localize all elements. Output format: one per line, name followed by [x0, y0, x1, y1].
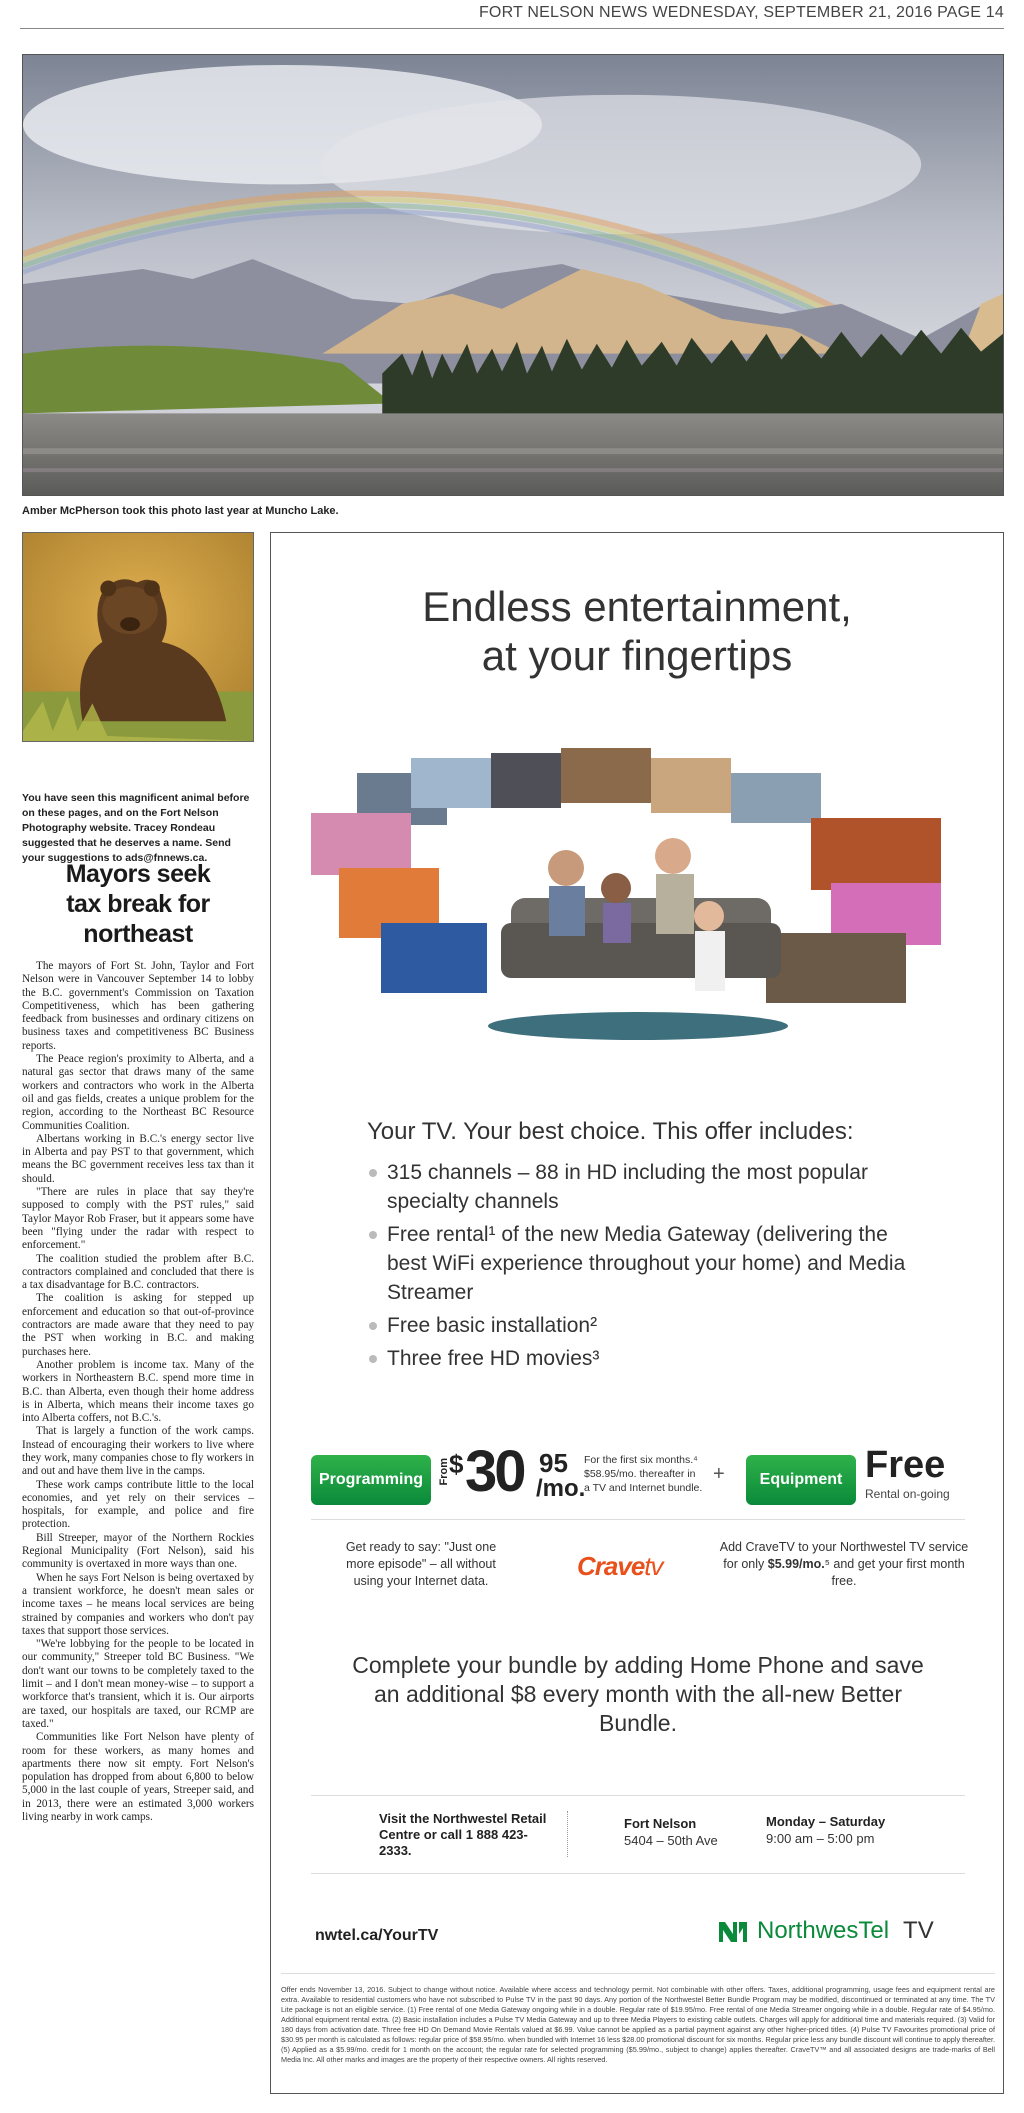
bear-photo: [22, 532, 254, 742]
article-body: [22, 960, 254, 1824]
divider: [311, 1519, 965, 1520]
article-paragraph: The mayors of Fort St. John, Taylor and Fort Nelson were in Vancouver September 14 to lobby the B.C. government's Commission on Taxation Competitiveness, which has been gathering feedback from businesses and ordinary citizens on business taxes and competitiveness BC Business reports.: [22, 960, 254, 1052]
headline-line: northeast: [83, 920, 193, 948]
bear-caption: You have seen this magnificent animal before on these pages, and on the Fort Nelson Photography website. Tracey Rondeau suggested that he deserves a name. Send your suggestions to ads@fnnews.ca.: [22, 792, 250, 864]
offer-list: [367, 1158, 927, 1377]
offer-item: Three free HD movies³: [367, 1344, 927, 1373]
article-paragraph: "We're lobbying for the people to be located in our community," Streeper told BC Business. "We don't want our towns to be completely taxed to the limit – and I don't mean money-wise – to support a workforce that's transient, which it is. Our airports are taxed, our hospitals are taxed, our RCMP are taxed.": [22, 1638, 254, 1730]
article-paragraph: These work camps contribute little to the local economies, and yet rely on their services – hospitals, for example, and police and fire protection.: [22, 1478, 254, 1531]
brand-tv: TV: [903, 1917, 934, 1944]
cravetv-logo-main: Crave: [577, 1551, 645, 1581]
headline-line: tax break for: [66, 890, 210, 918]
ad-title-line: Endless entertainment,: [422, 583, 852, 630]
programming-badge: Programming: [311, 1455, 431, 1505]
price-note: For the first six months.⁴ $58.95/mo. thereafter in a TV and Internet bundle.: [584, 1454, 703, 1494]
dotted-separator: [567, 1811, 568, 1857]
price-from: From: [438, 1458, 450, 1486]
price-cents: 95: [539, 1448, 568, 1478]
article-paragraph: "There are rules in place that say they're supposed to comply with the PST rules," said Taylor Mayor Rob Fraser, but it appears some have been "flying under the radar with respect to enforcement.": [22, 1186, 254, 1252]
store-hours-days: Monday – Saturday: [766, 1814, 886, 1829]
northwestel-mark-icon: [717, 1918, 749, 1944]
ad-url: nwtel.ca/YourTV: [315, 1927, 439, 1944]
article-paragraph: That is largely a function of the work camps. Instead of encouraging their workers to live where they work, many companies chose to fly workers in and out and have them live in the camps.: [22, 1425, 254, 1478]
cravetv-left-text: Get ready to say: "Just one more episode" – all without using your Internet data.: [345, 1540, 497, 1588]
fine-print: Offer ends November 13, 2016. Subject to change without notice. Available where access and technology permit. Not combinable with other offers. Taxes, additional programming, usage fees and equipment rental are extra. Available to residential customers who have not subscribed to Pulse TV in the past 90 days. Any portion of the Northwestel Better Bundle Program may be modified, discontinued or terminated at any time. The TV Lite package is not an eligible service. (1) Free rental of one Media Gateway ongoing while in a double. Regular rate of $19.95/mo. Free rental of one Media Streamer ongoing while in a double. Regular rate of $4.95/mo. Additional equipment rental extra. (2) Basic installation includes a Pulse TV Media Gateway and up to three Media Players to existing cable outlets. Charges will apply for additional time and materials required. (3) Valid for 180 days from activation date. Three free HD On Demand Movie Rentals valued at $6.99. Value cannot be applied as a partial payment against any other higher-priced titles. (4) Pulse TV Favourites promotional price of $30.95 per month is calculated as follows: regular price of $58.95/mo. when bundled with Internet 16 less $28.00 promotional discount for six months. Regular price less any bundle discount will continue to apply thereafter. (5) Applied as a $5.99/mo. credit for 1 month on the account; the regular rate for selected programming ($5.99/mo., subject to change) applies thereafter. CraveTV™ and all associated designs are trade-marks of Bell Media Inc. All other marks and images are the property of their respective owners. All rights reserved.: [281, 1985, 995, 2064]
cravetv-right-text: [719, 1539, 969, 1590]
divider: [281, 1973, 995, 1974]
offer-item: Free basic installation²: [367, 1311, 927, 1340]
article-paragraph: The Peace region's proximity to Alberta, and a natural gas sector that draws many of the same workers and contractors who work in the Alberta oil and gas fields, creates a unique problem for the region, according to the Northeast BC Resource Communities Coalition.: [22, 1053, 254, 1132]
visit-retail-text: Visit the Northwestel Retail Centre or call 1 888 423-2333.: [379, 1811, 547, 1858]
divider: [311, 1795, 965, 1796]
plus-sign: +: [713, 1463, 725, 1485]
price-whole: 30: [465, 1439, 524, 1504]
cravetv-right-pre: Add CraveTV to your Northwestel TV service for only: [719, 1540, 969, 1571]
photo-caption: Amber McPherson took this photo last year at Muncho Lake.: [22, 505, 339, 517]
article-paragraph: The coalition studied the problem after B.C. contractors complained and concluded that there is a tax disadvantage for B.C. contractors.: [22, 1252, 254, 1292]
offer-item: 315 channels – 88 in HD including the most popular specialty channels: [367, 1158, 927, 1216]
free-label: Free: [865, 1444, 946, 1486]
store-location-name: Fort Nelson: [624, 1816, 697, 1831]
headline-line: Mayors seek: [65, 860, 211, 888]
price-per-month: /mo.: [536, 1475, 586, 1502]
cravetv-price: $5.99/mo.: [767, 1557, 825, 1571]
article-paragraph: Communities like Fort Nelson have plenty of room for these workers, as many homes and apartments there now sit empty. Fort Nelson's population has dropped from about 6,800 to below 5,000 in the last couple of years, Streeper said, and in 2013, there were an estimated 3,000 workers living nearby in work camps.: [22, 1731, 254, 1823]
rainbow-landscape-photo: [22, 54, 1004, 496]
ad-title-line: at your fingertips: [481, 632, 793, 679]
article-paragraph: When he says Fort Nelson is being overtaxed by a transient workforce, he doesn't mean sales or income taxes – he means local services are being strained by companies and workers who don't pay taxes that support those services.: [22, 1571, 254, 1637]
cravetv-right-post: ⁵ and get your first month free.: [824, 1557, 965, 1588]
cravetv-logo-tv: tv: [644, 1551, 663, 1581]
northwestel-logo: [717, 1917, 934, 1945]
store-address: 5404 – 50th Ave: [624, 1833, 718, 1848]
northwestel-advertisement: [270, 532, 1004, 2094]
price-dollar-sign: $: [449, 1449, 464, 1479]
article-headline: [22, 859, 254, 949]
equipment-badge: Equipment: [746, 1455, 856, 1505]
article-paragraph: Albertans working in B.C.'s energy sector live in Alberta and pay PST to that government, which means the BC government receives less tax than it should.: [22, 1132, 254, 1185]
header-rule: [20, 28, 1004, 29]
store-hours-time: 9:00 am – 5:00 pm: [766, 1831, 875, 1846]
offer-item: Free rental¹ of the new Media Gateway (delivering the best WiFi experience throughout your home) and Media Streamer: [367, 1220, 927, 1307]
free-subtext: Rental on-going: [865, 1487, 950, 1501]
cravetv-logo: [577, 1551, 663, 1582]
tv-family-collage: [311, 748, 965, 1048]
offer-heading: Your TV. Your best choice. This offer includes:: [367, 1118, 854, 1145]
article-paragraph: Bill Streeper, mayor of the Northern Rockies Regional Municipality (Fort Nelson), said his community is overtaxed in more ways than one.: [22, 1531, 254, 1571]
ad-title: [271, 582, 1003, 680]
divider: [311, 1873, 965, 1874]
article-paragraph: The coalition is asking for stepped up enforcement and education so that out-of-province contractors are made aware that they need to pay the PST when working in B.C. and making purchases here.: [22, 1292, 254, 1358]
article-paragraph: Another problem is income tax. Many of the workers in Northeastern B.C. spend more time in B.C. than Alberta, even though their home address is in Alberta, which means their income taxes go into Alberta coffers, not B.C.'s.: [22, 1358, 254, 1425]
page-folio: FORT NELSON NEWS WEDNESDAY, SEPTEMBER 21, 2016 PAGE 14: [478, 4, 1004, 21]
bundle-promo: Complete your bundle by adding Home Phone and save an additional $8 every month with the all-new Better Bundle.: [352, 1652, 924, 1736]
brand-name: NorthwesTel: [757, 1917, 890, 1944]
